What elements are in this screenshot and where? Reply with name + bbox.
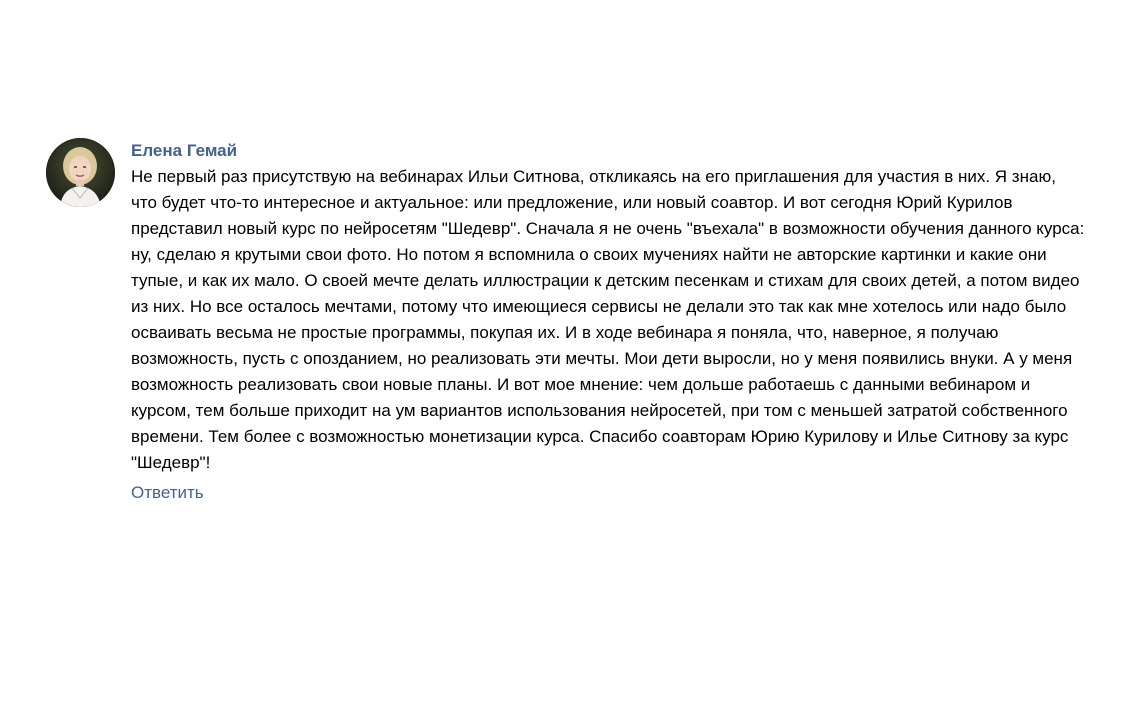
comment-content — [131, 138, 1086, 506]
avatar[interactable] — [46, 138, 115, 207]
author-name[interactable]: Елена Гемай — [131, 141, 238, 160]
user-photo-icon — [46, 138, 115, 207]
comment-text: Не первый раз присутствую на вебинарах Ильи Ситнова, откликаясь на его приглашения для участия в них. Я знаю, что будет что-то интересное и актуальное: или предложение, или новый соавтор. И вот сегодня Юрий Курилов представил новый курс по нейросетям "Шедевр". Сначала я не очень "въехала" в возможности обучения данного курса: ну, сделаю я крутыми свои фото. Но потом я вспомнила о своих мучениях найти не авторские картинки и какие они тупые, и как их мало. О своей мечте делать иллюстрации к детским песенкам и стихам для своих детей, а потом видео из них. Но все осталось мечтами, потому что имеющиеся сервисы не делали это так как мне хотелось или надо было осваивать весьма не простые программы, покупая их. И в ходе вебинара я поняла, что, наверное, я получаю возможность, пусть с опозданием, но реализовать эти мечты. Мои дети выросли, но у меня появились внуки. А у меня возможность реализовать свои новые планы. И вот мое мнение: чем дольше работаешь с данными вебинаром и курсом, тем больше приходит на ум вариантов использования нейросетей, при том с меньшей затратой собственного времени. Тем более с возможностью монетизации курса. Спасибо соавторам Юрию Курилову и Илье Ситнову за курс "Шедевр"! — [131, 167, 1085, 472]
reply-button[interactable]: Ответить — [131, 483, 204, 502]
